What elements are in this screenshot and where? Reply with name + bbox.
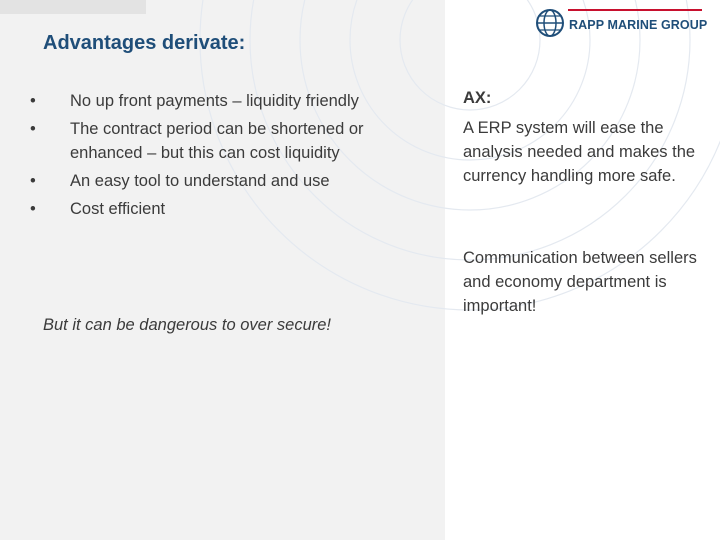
slide-title: Advantages derivate: <box>43 32 246 54</box>
company-logo <box>535 7 707 43</box>
right-paragraph-erp: A ERP system will ease the analysis needed and makes the currency handling more safe. <box>463 119 696 185</box>
logo-text: RAPP MARINE GROUP <box>569 18 708 32</box>
right-paragraph-communication: Communication between sellers and economy department is important! <box>463 249 697 315</box>
warning-note: But it can be dangerous to over secure! <box>43 316 332 334</box>
advantages-list <box>30 89 430 225</box>
bullet-item: • An easy tool to understand and use <box>30 169 430 193</box>
bullet-item: • Cost efficient <box>30 197 430 221</box>
bullet-item: • No up front payments – liquidity friendly <box>30 89 430 113</box>
right-heading: AX: <box>463 89 492 107</box>
logo-red-rule <box>568 9 702 11</box>
globe-icon <box>535 8 565 43</box>
bullet-item: • The contract period can be shortened or enhanced – but this can cost liquidity <box>30 117 430 165</box>
